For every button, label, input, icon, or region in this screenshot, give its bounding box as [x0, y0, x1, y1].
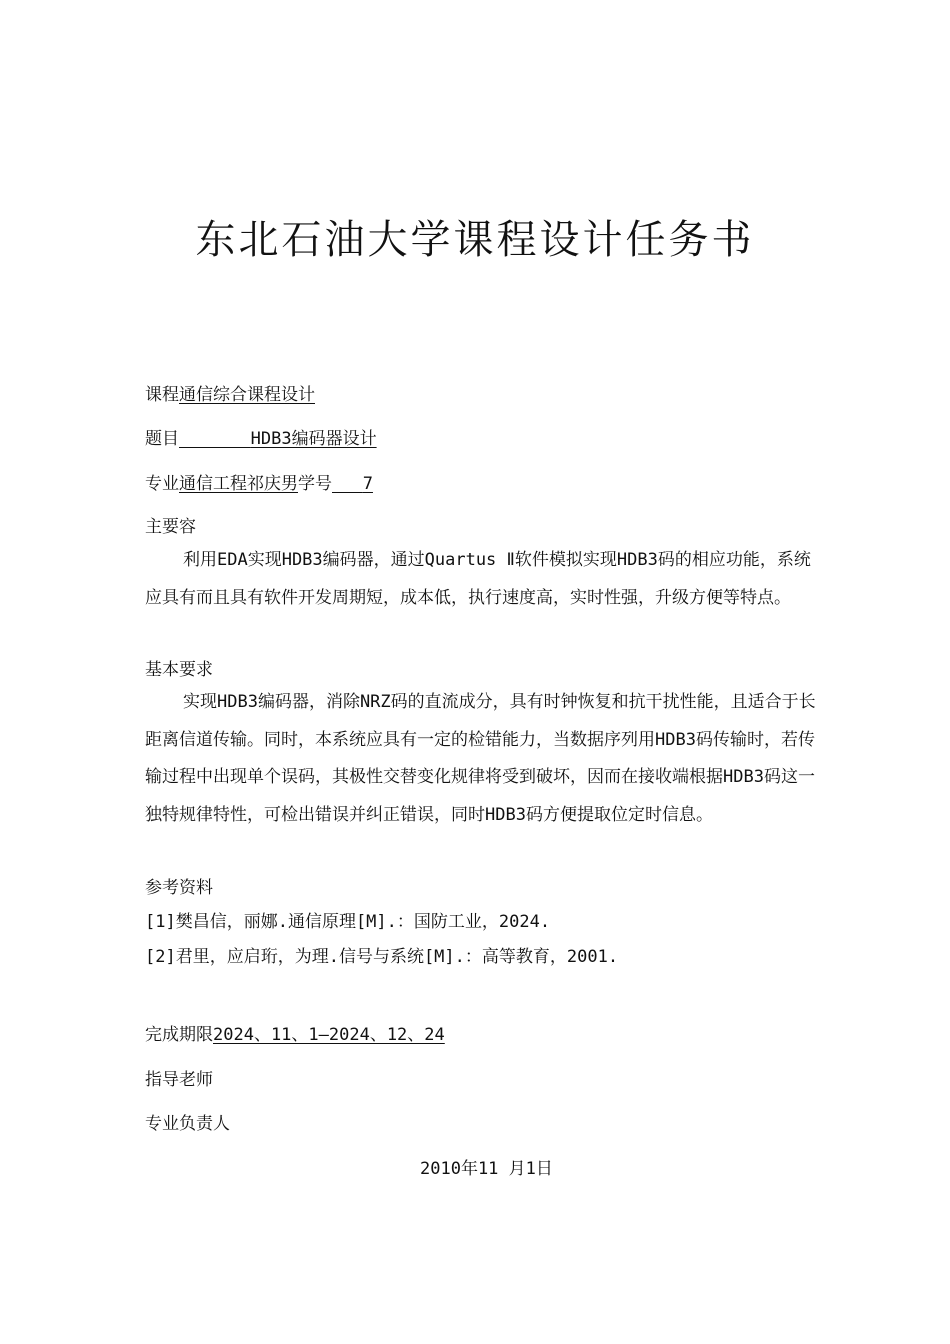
- basic-requirements-paragraph: [145, 684, 825, 834]
- deadline-value: 2024、11、1—2024、12、24: [213, 1025, 445, 1045]
- course-row: [145, 383, 315, 407]
- major-value: 通信工程祁庆男: [179, 474, 298, 494]
- major-row: [145, 472, 373, 496]
- student-id-blank: [332, 474, 363, 494]
- basic-requirements-heading: 基本要求: [145, 660, 213, 680]
- course-value: 通信综合课程设计: [179, 385, 315, 405]
- main-content-text: 利用EDA实现HDB3编码器，通过Quartus Ⅱ软件模拟实现HDB3码的相应功能，系统应具有而且具有软件开发周期短，成本低，执行速度高，实时性强，升级方便等特点。: [145, 550, 811, 608]
- basic-requirements-text: 实现HDB3编码器，消除NRZ码的直流成分，具有时钟恢复和抗干扰性能，且适合于长距离信道传输。同时，本系统应具有一定的检错能力，当数据序列用HDB3码传输时，若传输过程中出现单个误码，其极性交替变化规律将受到破坏，因而在接收端根据HDB3码这一独特规律特性，可检出错误并纠正错误，同时HDB3码方便提取位定时信息。: [145, 692, 816, 825]
- major-head-label: 专业负责人: [145, 1114, 230, 1134]
- references-heading: 参考资料: [145, 878, 213, 898]
- document-date: 2010年11 月1日: [420, 1159, 553, 1179]
- deadline-row: [145, 1023, 445, 1047]
- course-label: 课程: [145, 385, 179, 405]
- topic-label: 题目: [145, 429, 179, 449]
- topic-row: [145, 427, 377, 451]
- advisor-label: 指导老师: [145, 1070, 213, 1090]
- reference-item-1: [1]樊昌信，丽娜.通信原理[M].：国防工业，2024.: [145, 912, 551, 932]
- document-title: 东北石油大学课程设计任务书: [195, 217, 755, 263]
- reference-item-2: [2]君里，应启珩，为理.信号与系统[M].：高等教育，2001.: [145, 947, 619, 967]
- topic-value: HDB3编码器设计: [250, 429, 377, 449]
- deadline-label: 完成期限: [145, 1025, 213, 1045]
- main-content-heading: 主要容: [145, 517, 196, 537]
- student-id-value: 7: [362, 474, 373, 494]
- main-content-paragraph: [145, 542, 825, 617]
- major-label: 专业: [145, 474, 179, 494]
- topic-value-blank: [179, 429, 251, 449]
- student-id-label: 学号: [298, 474, 332, 494]
